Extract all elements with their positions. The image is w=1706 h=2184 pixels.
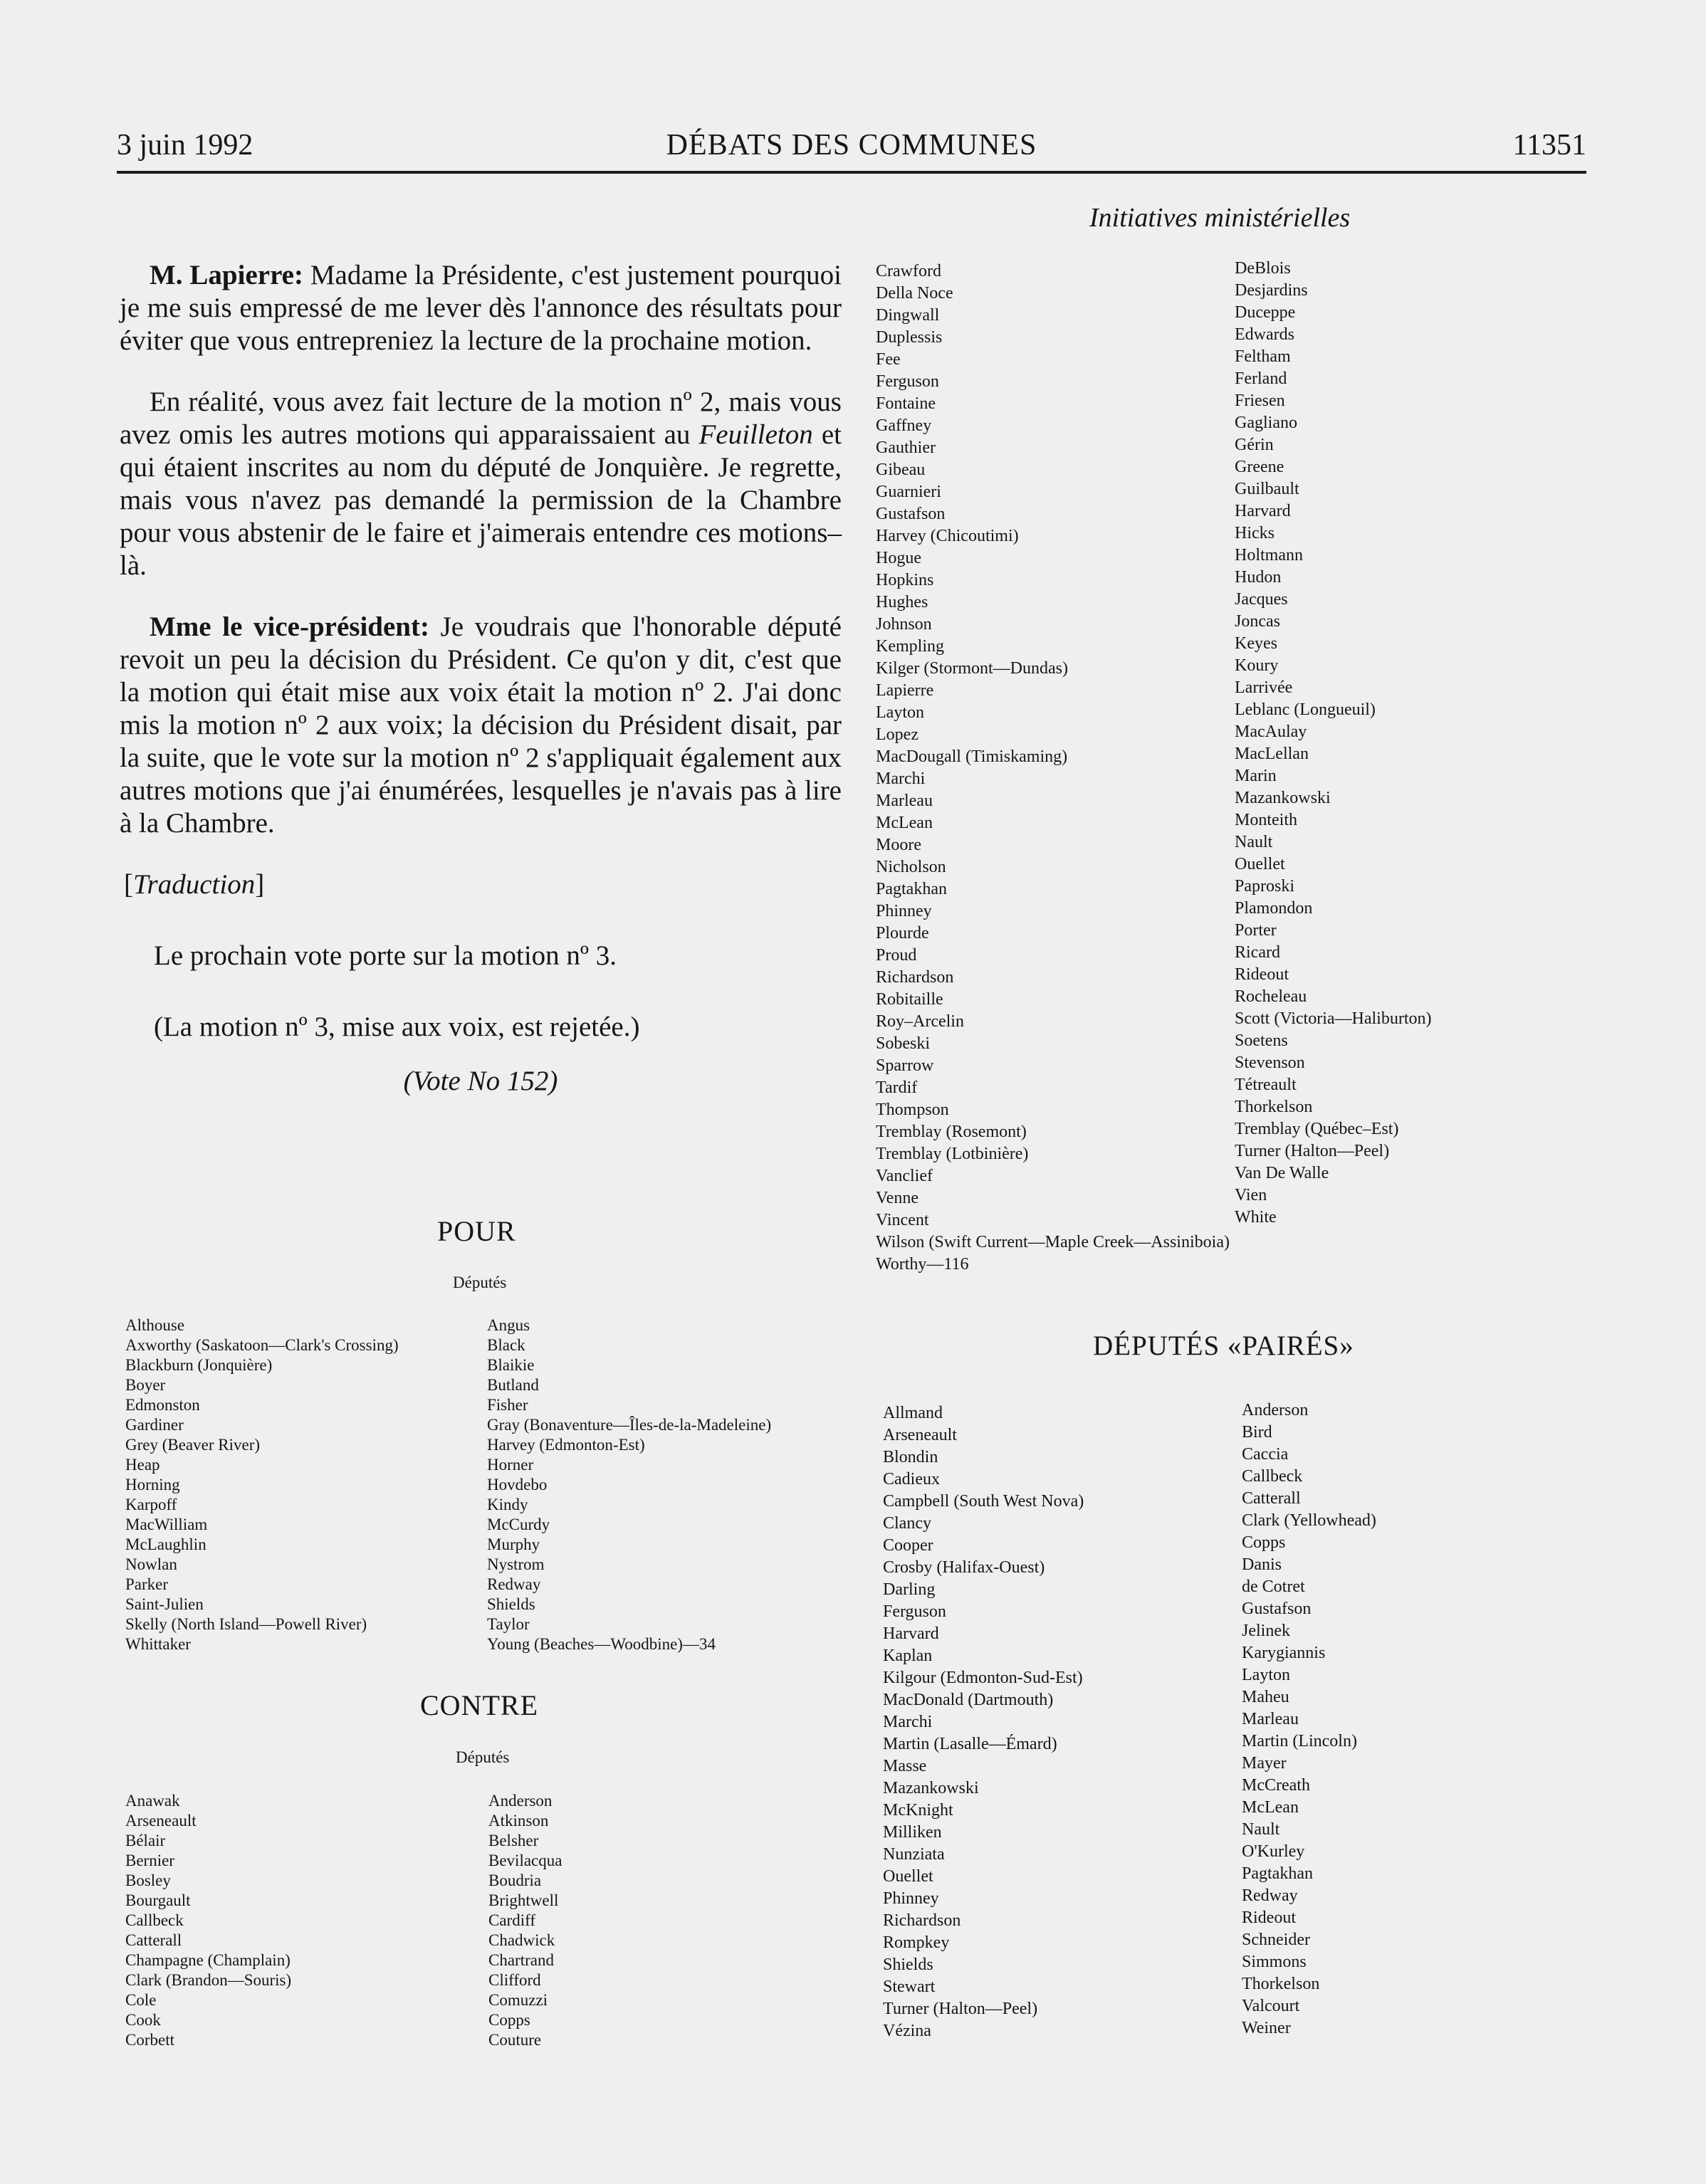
list-item: Gaffney [876,416,932,435]
list-item: Valcourt [1242,1997,1300,2015]
list-item: Tremblay (Rosemont) [876,1123,1027,1141]
list-item: Hogue [876,549,921,567]
list-item: Paproski [1235,877,1294,896]
list-item: Ferland [1235,369,1287,388]
list-item: Althouse [125,1316,185,1334]
list-item: DeBlois [1235,259,1291,278]
list-item: Clancy [883,1514,931,1533]
list-item: Black [487,1336,525,1354]
list-item: Jacques [1235,590,1288,609]
list-item: MacDonald (Dartmouth) [883,1691,1054,1709]
list-item: Vézina [883,2022,931,2040]
list-item: Kaplan [883,1647,933,1665]
traduction-label: [Traduction] [124,869,265,900]
header-title: DÉBATS DES COMMUNES [666,129,1037,162]
list-item: McLean [1242,1798,1299,1817]
list-item: Stewart [883,1978,936,1996]
list-item: Ouellet [883,1867,933,1886]
list-item: Cadieux [883,1470,940,1489]
list-item: White [1235,1208,1277,1227]
list-item: de Cotret [1242,1577,1305,1596]
list-item: Worthy—116 [876,1255,969,1274]
list-item: Hicks [1235,524,1275,542]
list-item: Copps [488,2011,530,2029]
list-item: Duplessis [876,328,943,347]
pour-list-left [125,1316,399,1654]
list-item: Marchi [876,770,926,788]
list-item: Stevenson [1235,1054,1305,1072]
list-item: Turner (Halton—Peel) [1235,1142,1390,1160]
list-item: Vanclief [876,1167,933,1185]
list-item: Plourde [876,924,929,943]
list-item: Bourgault [125,1891,191,1909]
paragraph-feuilleton [120,386,842,582]
list-item: MacAulay [1235,723,1307,741]
speaker-vice-president: Mme le vice-président: [150,611,429,642]
list-item: Mazankowski [883,1779,979,1797]
list-item: Axworthy (Saskatoon—Clark's Crossing) [125,1336,399,1354]
list-item: Gray (Bonaventure—Îles-de-la-Madeleine) [487,1416,772,1434]
list-item: McKnight [883,1801,953,1820]
vote-number: (Vote No 152) [403,1066,558,1096]
list-item: Brightwell [488,1891,559,1909]
list-item: Roy–Arcelin [876,1012,964,1031]
list-item: Martin (Lasalle—Émard) [883,1735,1057,1753]
list-item: Tardif [876,1078,918,1097]
paires-heading: DÉPUTÉS «PAIRÉS» [1093,1330,1354,1361]
list-item: Saint-Julien [125,1595,204,1613]
list-item: Boyer [125,1376,166,1394]
list-item: Thorkelson [1242,1975,1320,1993]
list-item: Crosby (Halifax-Ouest) [883,1558,1045,1577]
list-item: Marleau [876,792,933,810]
contre-list-left [125,1791,291,2050]
list-item: Kempling [876,637,944,656]
list-item: Fee [876,350,901,369]
list-item: Van De Walle [1235,1164,1329,1182]
paragraph-text: et qui étaient inscrites au nom du député de Jonquière. Je regrette, mais vous n'avez pas demandé la permission de la Chambre pour vous abstenir de le faire et j'aimerais entendre ces motions–là. [120,419,842,581]
list-item: Simmons [1242,1953,1307,1971]
list-item: Della Noce [876,284,953,303]
list-item: Belsher [488,1832,539,1849]
list-item: Cole [125,1991,157,2009]
list-item: Gustafson [876,505,946,523]
list-item: Arseneault [883,1426,957,1444]
list-item: Redway [487,1575,541,1593]
list-item: Bosley [125,1871,171,1889]
list-item: Maheu [1242,1688,1289,1706]
list-item: Harvey (Edmonton-Est) [487,1436,645,1454]
list-item: Tremblay (Lotbinière) [876,1145,1029,1163]
list-item: Kindy [487,1496,528,1513]
list-item: Pagtakhan [876,880,947,898]
list-item: Gustafson [1242,1600,1312,1618]
list-item: Robitaille [876,990,943,1009]
list-item: Horner [487,1456,534,1474]
list-item: Desjardins [1235,281,1308,300]
list-item: Fisher [487,1396,528,1414]
contre-heading: CONTRE [420,1689,538,1721]
list-item: Rompkey [883,1933,950,1952]
speaker-lapierre: M. Lapierre: [150,260,303,290]
list-item: Scott (Victoria—Haliburton) [1235,1009,1432,1028]
list-item: Crawford [876,262,941,280]
list-item: Fontaine [876,394,936,413]
list-item: Duceppe [1235,303,1296,322]
list-item: Gardiner [125,1416,184,1434]
list-item: Hovdebo [487,1476,548,1493]
list-item: MacWilliam [125,1516,208,1533]
list-item: Tremblay (Québec–Est) [1235,1120,1399,1138]
pour-list-right [487,1316,771,1654]
pour-heading: POUR [437,1215,516,1247]
list-item: Phinney [883,1889,939,1908]
list-item: Tétreault [1235,1076,1297,1094]
list-item: Gibeau [876,461,926,479]
list-item: McLaughlin [125,1535,206,1553]
list-item: Anderson [488,1792,553,1810]
list-item: Weiner [1242,2019,1291,2037]
list-item: Champagne (Champlain) [125,1951,291,1969]
list-item: Jelinek [1242,1622,1290,1640]
list-item: Gauthier [876,439,936,457]
list-item: Lopez [876,725,919,744]
list-item: Ferguson [876,372,939,391]
paires-list-right [1242,1400,1376,2039]
list-item: Thorkelson [1235,1098,1313,1116]
list-item: Shields [487,1595,535,1613]
list-item: Wilson (Swift Current—Maple Creek—Assiniboia) [876,1233,1230,1251]
list-item: Atkinson [488,1812,549,1829]
paragraph-lapierre [120,259,842,357]
list-item: Comuzzi [488,1991,548,2009]
header-page-number: 11351 [1512,129,1586,162]
list-item: Ricard [1235,943,1280,962]
list-item: Angus [487,1316,530,1334]
list-item: Soetens [1235,1031,1288,1050]
list-item: Feltham [1235,347,1291,366]
list-item: Young (Beaches—Woodbine)—34 [487,1635,716,1653]
list-item: Blondin [883,1448,938,1466]
list-item: Karpoff [125,1496,177,1513]
list-item: Murphy [487,1535,540,1553]
list-item: Gagliano [1235,414,1297,432]
page-header [117,128,1586,171]
list-item: Hudon [1235,568,1282,587]
list-item: Nowlan [125,1555,177,1573]
list-item: Vincent [876,1211,929,1229]
paragraph-text: Madame la Présidente, c'est justement pourquoi je me suis empressé de me lever dès l'annonce des résultats pour éviter que vous entrepreniez la lecture de la prochaine motion. [120,260,842,356]
list-item: Johnson [876,615,932,634]
feuilleton-italic: Feuilleton [698,419,813,450]
list-item: Callbeck [1242,1467,1303,1486]
list-item: Lapierre [876,681,934,700]
list-item: Holtmann [1235,546,1303,565]
header-rule [117,171,1586,174]
list-item: Plamondon [1235,899,1313,918]
list-item: Skelly (North Island—Powell River) [125,1615,367,1633]
list-item: Parker [125,1575,169,1593]
list-item: Milliken [883,1823,942,1842]
list-item: Schneider [1242,1931,1310,1949]
list-item: Nystrom [487,1555,545,1573]
list-item: Clark (Yellowhead) [1242,1511,1376,1530]
list-item: Thompson [876,1101,949,1119]
list-item: Campbell (South West Nova) [883,1492,1084,1511]
list-item: Callbeck [125,1911,184,1929]
list-item: Butland [487,1376,539,1394]
list-item: McCreath [1242,1776,1310,1795]
list-item: Couture [488,2031,542,2049]
list-item: Hopkins [876,571,934,589]
list-item: Kilgour (Edmonton-Sud-Est) [883,1669,1083,1687]
list-item: Larrivée [1235,678,1293,697]
list-item: Dingwall [876,306,940,325]
list-item: Cook [125,2011,161,2029]
list-item: Keyes [1235,634,1277,653]
list-item: Koury [1235,656,1279,675]
list-item: Arseneault [125,1812,197,1829]
list-item: Marleau [1242,1710,1299,1728]
debate-text [120,259,842,1098]
list-item: Taylor [487,1615,530,1633]
list-item: Harvard [1235,502,1291,520]
pour-subheading: Députés [453,1274,507,1291]
list-item: Bernier [125,1852,174,1869]
list-item: Danis [1242,1555,1282,1574]
list-item: Phinney [876,902,932,920]
list-item: Sparrow [876,1056,934,1075]
list-item: Grey (Beaver River) [125,1436,261,1454]
list-item: Nunziata [883,1845,945,1864]
list-item: Layton [1242,1666,1290,1684]
result-line: (La motion nº 3, mise aux voix, est rejetée.) [154,1012,640,1042]
list-item: Nault [1242,1820,1280,1839]
list-item: Cooper [883,1536,933,1555]
list-item: O'Kurley [1242,1842,1305,1861]
header-date: 3 juin 1992 [117,129,253,162]
list-item: MacDougall (Timiskaming) [876,747,1068,766]
list-item: Whittaker [125,1635,191,1653]
list-item: Anderson [1242,1401,1309,1419]
list-item: Marchi [883,1713,933,1731]
list-item: McLean [876,814,933,832]
contre-subheading: Députés [456,1748,510,1766]
list-item: Rideout [1235,965,1289,984]
list-item: Hughes [876,593,928,611]
list-item: Boudria [488,1871,542,1889]
list-item: Pagtakhan [1242,1864,1313,1883]
list-item: Layton [876,703,924,722]
list-item: Sobeski [876,1034,931,1053]
list-item: Rideout [1242,1909,1296,1927]
list-item: Ouellet [1235,855,1285,873]
list-item: Copps [1242,1533,1286,1552]
list-item: McCurdy [487,1516,550,1533]
list-item: Karygiannis [1242,1644,1326,1662]
list-item: Richardson [883,1911,961,1930]
list-item: Porter [1235,921,1277,940]
list-item: Turner (Halton—Peel) [883,2000,1038,2018]
list-item: Edwards [1235,325,1294,344]
list-item: Catterall [125,1931,182,1949]
list-item: Joncas [1235,612,1280,631]
next-vote-line: Le prochain vote porte sur la motion nº 3. [154,940,617,971]
list-item: Friesen [1235,392,1285,410]
contre-continued-list-left [876,261,1230,1276]
paragraph-text: En réalité, vous avez fait lecture de la motion nº 2, mais vous avez omis les autres motions qui apparaissaient au [120,387,842,450]
contre-list-right [488,1791,562,2050]
paragraph-vice-president [120,611,842,840]
list-item: Rocheleau [1235,987,1307,1006]
list-item: Darling [883,1580,936,1599]
list-item: Bird [1242,1423,1272,1442]
list-item: Shields [883,1955,933,1974]
paires-list-left [883,1402,1084,2042]
list-item: Bélair [125,1832,166,1849]
list-item: Ferguson [883,1602,946,1621]
list-item: Chartrand [488,1951,554,1969]
list-item: Nault [1235,833,1273,851]
list-item: Guilbault [1235,480,1299,498]
list-item: Mazankowski [1235,789,1331,807]
list-item: Horning [125,1476,180,1493]
list-item: Clifford [488,1971,541,1989]
list-item: Edmonston [125,1396,200,1414]
list-item: Bevilacqua [488,1852,562,1869]
list-item: Heap [125,1456,160,1474]
list-item: Caccia [1242,1445,1289,1464]
list-item: Chadwick [488,1931,555,1949]
list-item: Harvey (Chicoutimi) [876,527,1019,545]
list-item: Richardson [876,968,954,987]
list-item: Blaikie [487,1356,535,1374]
contre-continued-list-right [1235,258,1432,1229]
list-item: Venne [876,1189,919,1207]
list-item: Blackburn (Jonquière) [125,1356,273,1374]
list-item: Greene [1235,458,1284,476]
list-item: Allmand [883,1404,943,1422]
list-item: Harvard [883,1624,939,1643]
list-item: Mayer [1242,1754,1287,1773]
list-item: Guarnieri [876,483,941,501]
list-item: Corbett [125,2031,174,2049]
list-item: Moore [876,836,921,854]
list-item: Marin [1235,767,1277,785]
list-item: Gérin [1235,436,1274,454]
list-item: Catterall [1242,1489,1301,1508]
list-item: Nicholson [876,858,946,876]
list-item: Monteith [1235,811,1297,829]
list-item: Vien [1235,1186,1267,1204]
list-item: Anawak [125,1792,180,1810]
list-item: Proud [876,946,917,965]
list-item: Leblanc (Longueuil) [1235,700,1376,719]
list-item: Clark (Brandon—Souris) [125,1971,292,1989]
paragraph-text: Je voudrais que l'honorable député revoit un peu la décision du Président. Ce qu'on y dit, c'est que la motion qui était mise aux voix était la motion nº 2. J'ai donc mis la motion nº 2 aux voix; la décision du Président disait, par la suite, que le vote sur la motion nº 2 s'appliquait également aux autres motions que j'ai énumérées, lesquelles je n'avais pas à lire à la Chambre. [120,611,842,839]
list-item: Martin (Lincoln) [1242,1732,1357,1750]
list-item: Cardiff [488,1911,536,1929]
list-item: Masse [883,1757,927,1775]
list-item: MacLellan [1235,745,1309,763]
list-item: Redway [1242,1886,1298,1905]
list-item: Kilger (Stormont—Dundas) [876,659,1068,678]
section-heading: Initiatives ministérielles [1089,203,1351,233]
traduction-word: Traduction [133,869,256,900]
